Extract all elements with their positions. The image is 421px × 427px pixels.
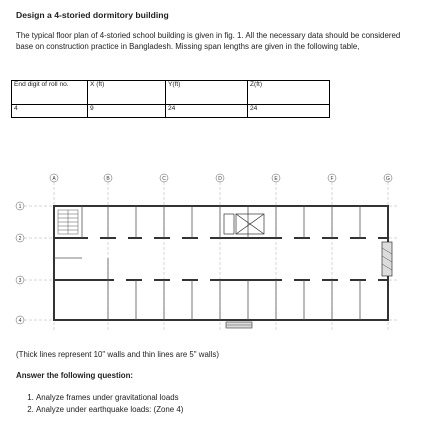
table-header-cell: Z(ft) [248,81,330,105]
intro-paragraph: The typical floor plan of 4-storied school building is given in fig. 1. All the necessary data should be considered base on construction practice in Bangladesh. Missing span lengths are given in the following table, [16,31,401,52]
grid-label-column: B [106,176,110,182]
grid-label-column: C [162,176,166,182]
wall-note: (Thick lines represent 10" walls and thin lines are 5" walls) [16,350,219,359]
grid-label-column: A [52,176,56,182]
grid-label-row: 4 [18,318,22,324]
table-header-row [12,81,330,105]
grid-label-column: F [330,176,334,182]
questions-list [16,392,183,416]
table-cell: 24 [248,105,330,118]
grid-label-row: 1 [18,204,22,210]
stair-symbol [58,210,78,234]
page-title: Design a 4-storied dormitory building [16,10,169,20]
table-row [12,105,330,118]
questions-title: Answer the following question: [16,371,134,380]
list-item: 1. Analyze frames under gravitational loads [36,392,183,404]
table-cell: 24 [166,105,248,118]
grid-label-column: G [386,176,390,182]
span-length-table [11,80,330,118]
table-cell: 4 [12,105,88,118]
lift-core [224,214,264,234]
grid-label-column: E [274,176,278,182]
floor-plan-figure [12,170,402,340]
outer-wall [54,206,388,320]
grid-label-column: D [218,176,222,182]
list-item: 2. Analyze under earthquake loads: (Zone 4) [36,404,183,416]
table-header-cell: Y(ft) [166,81,248,105]
table-cell: 9 [88,105,166,118]
grid-label-row: 3 [18,278,22,284]
grid-label-row: 2 [18,236,22,242]
table-header-cell: End digit of roll no. [12,81,88,105]
table-header-cell: X (ft) [88,81,166,105]
entrance-steps [226,322,252,328]
toilet-shaft [382,242,392,276]
